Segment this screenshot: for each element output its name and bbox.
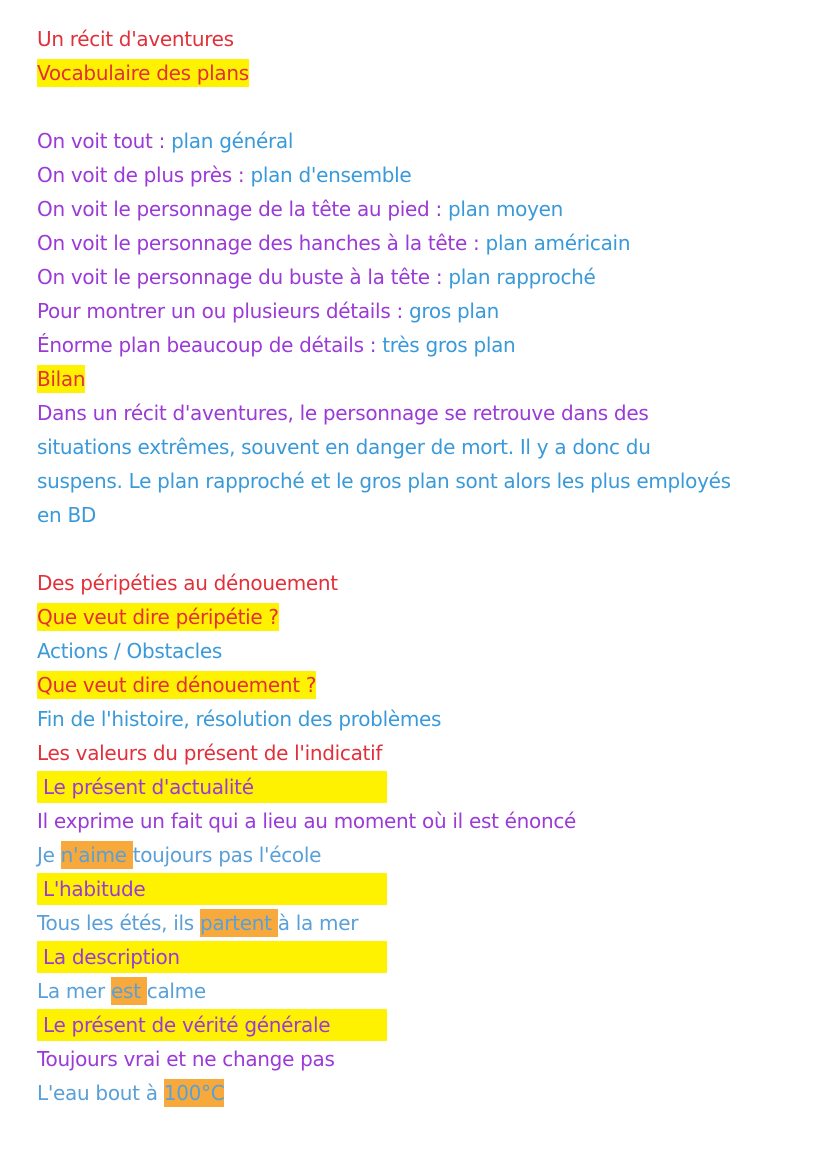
plan-line: On voit le personnage du buste à la tête : plan rapproché [37,265,596,289]
heading-actualite: Le présent d'actualité [37,771,387,803]
notes-page [37,22,807,1110]
heading-habitude: L'habitude [37,873,387,905]
definition-actualite: Il exprime un fait qui a lieu au moment où il est énoncé [37,809,577,833]
example-actualite: Je n'aime toujours pas l'école [37,843,322,867]
example-verite: L'eau bout à 100°C [37,1081,225,1105]
bilan-line: en BD [37,503,96,527]
answer-peripetie: Actions / Obstacles [37,639,223,663]
bilan-heading: Bilan [37,367,86,391]
heading-verite: Le présent de vérité générale [37,1009,387,1041]
plan-line: On voit le personnage de la tête au pied : plan moyen [37,197,564,221]
section-title-recit: Un récit d'aventures [37,27,234,51]
bilan-line: suspens. Le plan rapproché et le gros plan sont alors les plus employés [37,469,731,493]
plan-line: Énorme plan beaucoup de détails : très gros plan [37,333,516,357]
bilan-line: Dans un récit d'aventures, le personnage se retrouve dans des [37,401,649,425]
plan-line: On voit de plus près : plan d'ensemble [37,163,412,187]
plan-line: On voit tout : plan général [37,129,294,153]
section-title-peripeties: Des péripéties au dénouement [37,571,338,595]
verb-highlight: est [111,979,147,1003]
section-title-present: Les valeurs du présent de l'indicatif [37,741,383,765]
answer-denouement: Fin de l'histoire, résolution des problèmes [37,707,442,731]
bilan-line: situations extrêmes, souvent en danger de mort. Il y a donc du [37,435,651,459]
plan-line: Pour montrer un ou plusieurs détails : gros plan [37,299,499,323]
definition-verite: Toujours vrai et ne change pas [37,1047,335,1071]
verb-highlight: n'aime [60,843,133,867]
plan-line: On voit le personnage des hanches à la tête : plan américain [37,231,631,255]
question-peripetie: Que veut dire péripétie ? [37,605,279,629]
subtitle-vocabulaire: Vocabulaire des plans [37,61,249,85]
example-habitude: Tous les étés, ils partent à la mer [37,911,359,935]
heading-description: La description [37,941,387,973]
question-denouement: Que veut dire dénouement ? [37,673,317,697]
verb-highlight: partent [199,911,278,935]
verb-highlight: 100°C [163,1081,225,1105]
example-description: La mer est calme [37,979,206,1003]
